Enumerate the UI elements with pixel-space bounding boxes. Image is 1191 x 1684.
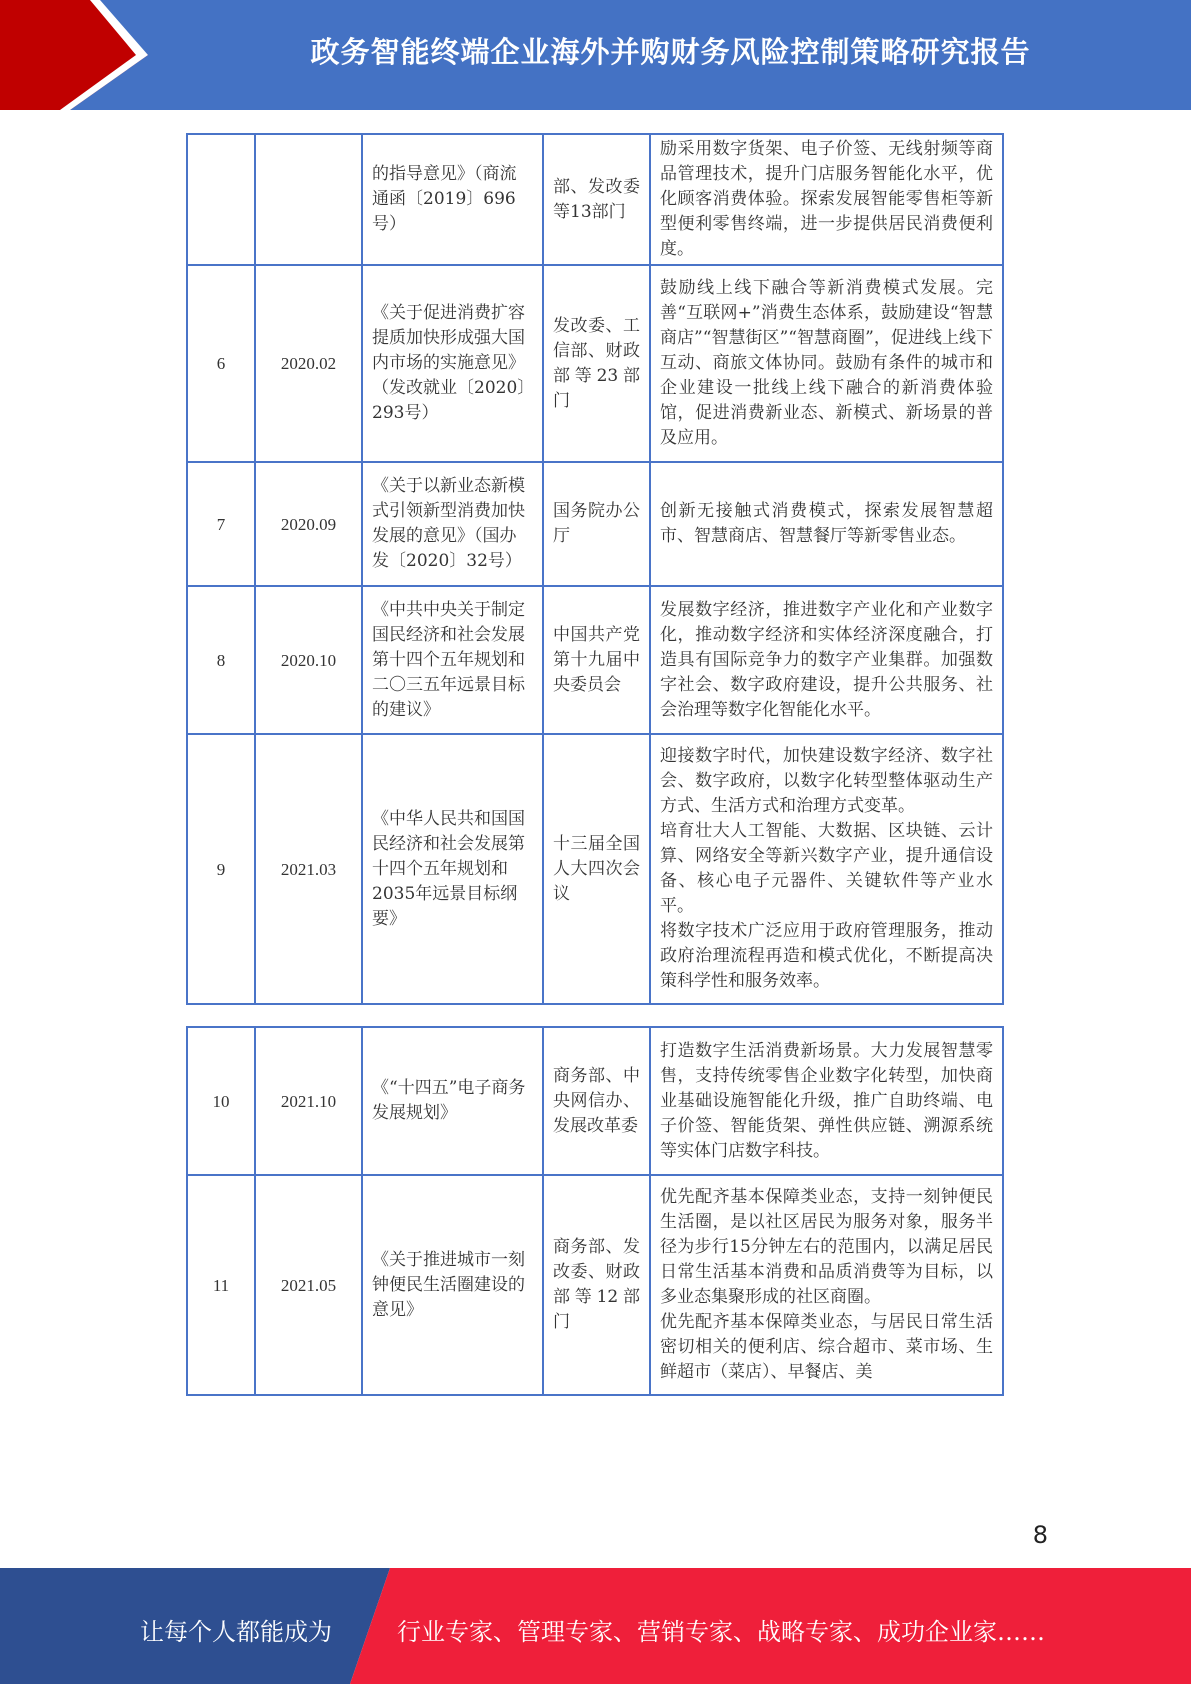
policy-content-cell	[650, 734, 1003, 1004]
policy-number-cell: 6	[187, 265, 255, 462]
policy-content-cell	[650, 586, 1003, 734]
policy-content-cell	[650, 134, 1003, 265]
policy-content-cell	[650, 1027, 1003, 1175]
policy-document-cell: 《“十四五”电子商务发展规划》	[362, 1027, 543, 1175]
policy-document-cell: 《中华人民共和国国民经济和社会发展第十四个五年规划和2035年远景目标纲要》	[362, 734, 543, 1004]
policy-content-cell	[650, 462, 1003, 586]
footer-slogan-left: 让每个人都能成为	[140, 1618, 332, 1646]
policy-date-cell: 2020.10	[255, 586, 362, 734]
table-row	[187, 1175, 1003, 1395]
policy-date-cell: 2021.05	[255, 1175, 362, 1395]
policy-content-paragraph: 鼓励线上线下融合等新消费模式发展。完善“互联网+”消费生态体系，鼓励建设“智慧商店”“智慧街区”“智慧商圈”，促进线上线下互动、商旅文体协同。鼓励有条件的城市和企业建设一批线上线下融合的新消费体验馆，促进消费新业态、新模式、新场景的普及应用。	[660, 278, 993, 448]
footer-slogan-right: 行业专家、管理专家、营销专家、战略专家、成功企业家……	[397, 1618, 1045, 1646]
policy-content-paragraph: 创新无接触式消费模式，探索发展智慧超市、智慧商店、智慧餐厅等新零售业态。	[660, 501, 993, 546]
table-row	[187, 1027, 1003, 1175]
policy-content-cell	[650, 1175, 1003, 1395]
policy-document-cell: 《关于促进消费扩容提质加快形成强大国内市场的实施意见》（发改就业〔2020〕293号）	[362, 265, 543, 462]
issuing-organization-cell: 部、发改委等13部门	[543, 134, 650, 265]
policy-document-cell: 《关于推进城市一刻钟便民生活圈建设的意见》	[362, 1175, 543, 1395]
policy-date-cell: 2021.10	[255, 1027, 362, 1175]
policy-date-cell: 2020.09	[255, 462, 362, 586]
header-chevron-graphic	[0, 0, 150, 110]
table-row	[187, 134, 1003, 265]
issuing-organization-cell: 国务院办公厅	[543, 462, 650, 586]
policy-content-paragraph: 将数字技术广泛应用于政府管理服务，推动政府治理流程再造和模式优化，不断提高决策科学性和服务效率。	[660, 921, 993, 991]
policy-content-paragraph: 励采用数字货架、电子价签、无线射频等商品管理技术，提升门店服务智能化水平，优化顾客消费体验。探索发展智能零售柜等新型便利零售终端，进一步提供居民消费便利度。	[660, 139, 993, 259]
policy-content-paragraph: 发展数字经济，推进数字产业化和产业数字化，推动数字经济和实体经济深度融合，打造具有国际竞争力的数字产业集群。加强数字社会、数字政府建设，提升公共服务、社会治理等数字化智能化水平。	[660, 599, 993, 720]
policy-document-cell: 《中共中央关于制定国民经济和社会发展第十四个五年规划和二〇三五年远景目标的建议》	[362, 586, 543, 734]
policy-number-cell: 11	[187, 1175, 255, 1395]
policy-document-cell: 的指导意见》（商流通函〔2019〕696号）	[362, 134, 543, 265]
issuing-organization-cell: 商务部、发改委、财政部等12部门	[543, 1175, 650, 1395]
policy-table-2	[186, 1026, 1004, 1396]
policy-document-cell: 《关于以新业态新模式引领新型消费加快发展的意见》（国办发〔2020〕32号）	[362, 462, 543, 586]
policy-content-cell	[650, 265, 1003, 462]
policy-table-1	[186, 133, 1004, 1005]
policy-content-paragraph: 培育壮大人工智能、大数据、区块链、云计算、网络安全等新兴数字产业，提升通信设备、核心电子元器件、关键软件等产业水平。	[660, 821, 993, 916]
issuing-organization-cell: 中国共产党第十九届中央委员会	[543, 586, 650, 734]
table-row	[187, 265, 1003, 462]
policy-number-cell: 8	[187, 586, 255, 734]
policy-number-cell: 9	[187, 734, 255, 1004]
policy-content-paragraph: 迎接数字时代，加快建设数字经济、数字社会、数字政府，以数字化转型整体驱动生产方式、生活方式和治理方式变革。	[660, 746, 993, 816]
page-number: 8	[1032, 1521, 1048, 1549]
policy-content-paragraph: 优先配齐基本保障类业态，与居民日常生活密切相关的便利店、综合超市、菜市场、生鲜超市（菜店）、早餐店、美	[660, 1312, 993, 1382]
policy-number-cell: 7	[187, 462, 255, 586]
policy-date-cell: 2021.03	[255, 734, 362, 1004]
issuing-organization-cell: 商务部、中央网信办、发展改革委	[543, 1027, 650, 1175]
report-title: 政务智能终端企业海外并购财务风险控制策略研究报告	[310, 34, 1031, 69]
issuing-organization-cell: 发改委、工信部、财政部等23部门	[543, 265, 650, 462]
table-row	[187, 462, 1003, 586]
table-row	[187, 586, 1003, 734]
policy-date-cell	[255, 134, 362, 265]
issuing-organization-cell: 十三届全国人大四次会议	[543, 734, 650, 1004]
page-header	[0, 0, 1191, 110]
policy-content-paragraph: 优先配齐基本保障类业态，支持一刻钟便民生活圈，是以社区居民为服务对象，服务半径为步行15分钟左右的范围内，以满足居民日常生活基本消费和品质消费等为目标，以多业态集聚形成的社区商圈。	[660, 1187, 993, 1307]
policy-date-cell: 2020.02	[255, 265, 362, 462]
policy-number-cell	[187, 134, 255, 265]
table-row	[187, 734, 1003, 1004]
policy-content-paragraph: 打造数字生活消费新场景。大力发展智慧零售，支持传统零售企业数字化转型，加快商业基础设施智能化升级，推广自助终端、电子价签、智能货架、弹性供应链、溯源系统等实体门店数字科技。	[660, 1040, 993, 1161]
policy-number-cell: 10	[187, 1027, 255, 1175]
